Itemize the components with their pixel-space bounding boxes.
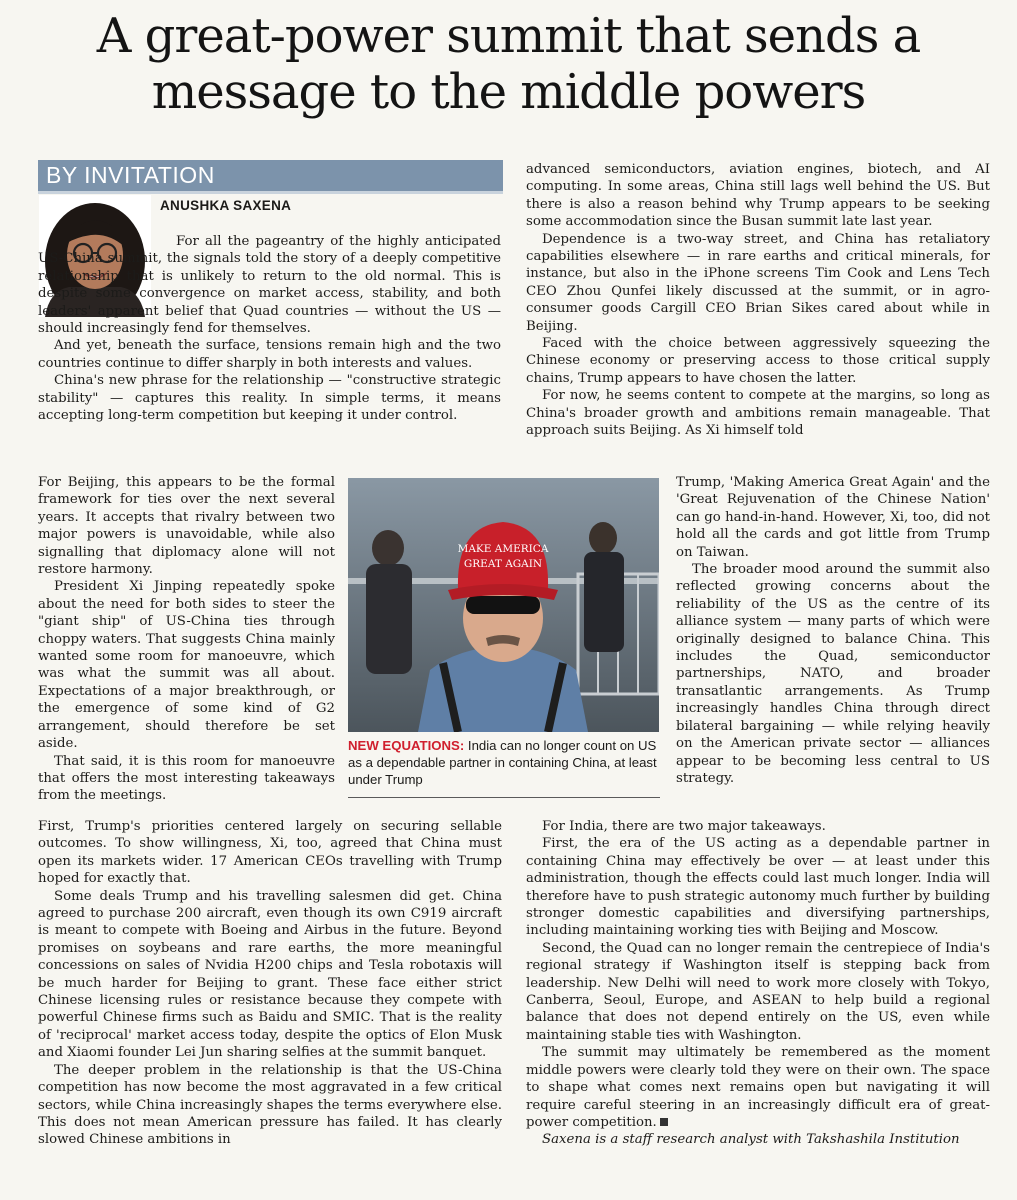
section-banner <box>38 160 503 194</box>
author-name: ANUSHKA SAXENA <box>160 198 292 213</box>
col1-narrow <box>38 474 335 805</box>
paragraph: First, Trump's priorities centered largely on securing sellable outcomes. To show willingness, Xi, too, agreed that China must open its markets wider. 17 American CEOs travelling with Trump hoped for exactly that. <box>38 819 502 887</box>
author-note: Saxena is a staff research analyst with Takshashila Institution <box>542 1132 960 1148</box>
paragraph: Dependence is a two-way street, and China has retaliatory capabilities elsewhere — in rare earths and critical minerals, for instance, but also in the iPhone screens Tim Cook and Lens Tech CEO Zhou Qunfei likely discussed at the summit, or in agro-consumer goods Cargill CEO Brian Sikes cared about while in Beijing. <box>526 231 990 334</box>
paragraph: Trump, 'Making America Great Again' and the 'Great Rejuvenation of the Chinese Nation' can go hand-in-hand. However, Xi, too, did not hold all the cards and got little from Trump on Taiwan. <box>676 475 990 560</box>
paragraph: First, the era of the US acting as a dependable partner in containing China may effectively be over — at least under this administration, though the effects could last much longer. India will therefore have to push strategic autonomy much further by building stronger domestic capabilities and diversifying partnerships, including maintaining working ties with Beijing and Moscow. <box>526 836 990 939</box>
end-mark-icon <box>660 1118 668 1126</box>
paragraph: The deeper problem in the relationship is that the US-China competition has now become the most aggravated in a few critical sectors, while China increasingly shapes the terms everywhere else. This does not mean American pressure has failed. It has clearly slowed Chinese ambitions in <box>38 1062 502 1148</box>
paragraph: The broader mood around the summit also reflected growing concerns about the reliability of the US as the centre of its alliance system — many parts of which were originally designed to balance China. This includes the Quad, semiconductor partnerships, NATO, and broader transatlantic arrangements. As Trump increasingly handles China through direct bilateral bargaining — while relying heavily on the American private sector — alliances appear to be becoming less central to US strategy. <box>676 562 990 786</box>
paragraph: That said, it is this room for manoeuvre that offers the most interesting takeaways from the meetings. <box>38 753 335 804</box>
article-photo <box>348 478 659 732</box>
caption-text: India can no longer count on US as a dependable partner in containing China, at least under Trump <box>348 738 657 787</box>
photo-caption <box>348 737 664 788</box>
cap-text-line2: GREAT AGAIN <box>463 558 543 570</box>
paragraph: For all the pageantry of the highly anticipated US-China summit, the signals told the story of a deeply competitive relationship that is unlikely to return to the old normal. This is despite some convergence on market access, stability, and both leaders' apparent belief that Quad countries — without the US — should increasingly fend for themselves. <box>38 234 501 337</box>
col2-top <box>526 161 990 440</box>
col2-narrow <box>676 474 990 787</box>
paragraph: advanced semiconductors, aviation engines, biotech, and AI computing. In some areas, China still lags well behind the US. But there is also a reason behind why Trump appears to be seeking some accommodation since the Busan summit late last year. <box>526 162 990 230</box>
paragraph: China's new phrase for the relationship — "constructive strategic stability" — captures this reality. In simple terms, it means accepting long-term competition but keeping it under control. <box>38 373 501 424</box>
paragraph: For India, there are two major takeaways. <box>542 819 826 834</box>
section-label: BY INVITATION <box>46 162 215 188</box>
photo-illustration <box>348 478 659 732</box>
col1-bottom <box>38 818 502 1149</box>
paragraph: For now, he seems content to compete at the margins, so long as China's broader growth and ambitions remain manageable. That approach suits Beijing. As Xi himself told <box>526 388 990 439</box>
paragraph: Faced with the choice between aggressively squeezing the Chinese economy or preserving access to those critical supply chains, Trump appears to have chosen the latter. <box>526 336 990 386</box>
paragraph: Some deals Trump and his travelling salesmen did get. China agreed to purchase 200 aircraft, even though its own C919 aircraft is meant to compete with Boeing and Airbus in the future. Beyond promises on soybeans and rare earths, the more meaningful concessions on sales of Nvidia H200 chips and Tesla robotaxis will be much harder for Beijing to grant. These face either strict Chinese licensing rules or resistance because they compete with powerful Chinese firms such as Baidu and SMIC. That is the reality of 'reciprocal' market access today, despite the optics of Elon Musk and Xiaomi founder Lei Jun sharing selfies at the summit banquet. <box>38 888 502 1061</box>
paragraph: Second, the Quad can no longer remain the centrepiece of India's regional strategy if Washington itself is stepping back from leadership. New Delhi will need to work more closely with Tokyo, Canberra, Seoul, Europe, and ASEAN to help build a regional balance that does not depend entirely on the US, even while maintaining stable ties with Washington. <box>526 940 990 1043</box>
cap-text-line1: MAKE AMERICA <box>457 543 549 555</box>
col2-bottom <box>526 818 990 1149</box>
caption-label: NEW EQUATIONS: <box>348 738 465 753</box>
closing-paragraph: The summit may ultimately be remembered as the moment middle powers were clearly told they were on their own. The space to shape what comes next remains open but navigating it will require careful steering in an increasingly difficult era of great-power competition. <box>526 1045 990 1130</box>
paragraph: For Beijing, this appears to be the formal framework for ties over the next several years. It accepts that rivalry between two major powers is unavoidable, while also signalling that diplomacy alone will not restore harmony. <box>38 475 335 578</box>
paragraph: And yet, beneath the surface, tensions remain high and the two countries continue to differ sharply in both interests and values. <box>38 338 501 371</box>
paragraph: President Xi Jinping repeatedly spoke about the need for both sides to steer the "giant ship" of US-China ties through choppy waters. That suggests China mainly wanted some room for manoeuvre, which was what the summit was all about. Expectations of a major breakthrough, or the emergence of some kind of G2 arrangement, should therefore be set aside. <box>38 579 335 752</box>
col1-top <box>38 233 501 424</box>
headline: A great-power summit that sends a message to the middle powers <box>96 8 921 120</box>
caption-divider <box>348 797 660 798</box>
paragraph <box>526 1044 990 1131</box>
